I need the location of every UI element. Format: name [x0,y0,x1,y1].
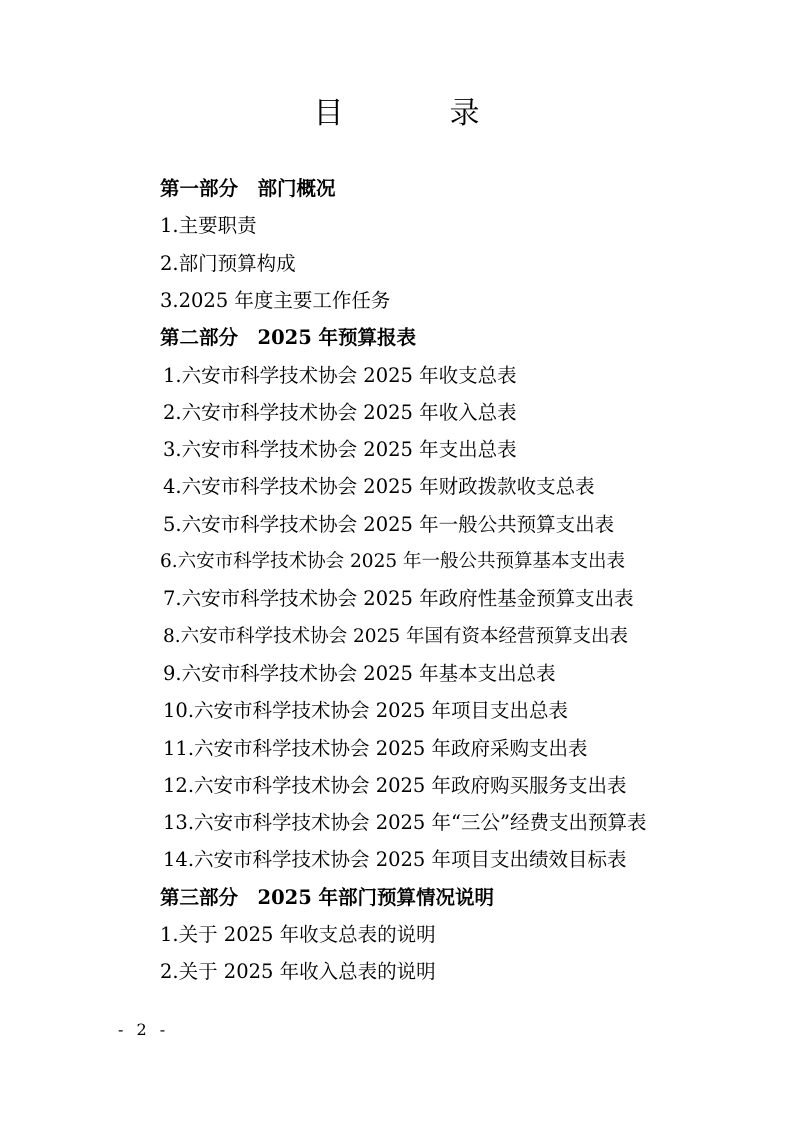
toc-item: 2.部门预算构成 [160,252,296,275]
toc-item: 1.六安市科学技术协会 2025 年收支总表 [163,364,517,387]
toc-section-part-2: 第二部分 2025 年预算报表 [160,326,417,349]
toc-item: 9.六安市科学技术协会 2025 年基本支出总表 [163,662,556,685]
page-number: - 2 - [118,1020,170,1039]
toc-item: 5.六安市科学技术协会 2025 年一般公共预算支出表 [163,513,615,536]
toc-item: 4.六安市科学技术协会 2025 年财政拨款收支总表 [163,475,595,498]
toc-item: 3.2025 年度主要工作任务 [160,289,391,312]
toc-item: 8.六安市科学技术协会 2025 年国有资本经营预算支出表 [163,626,628,647]
toc-item: 10.六安市科学技术协会 2025 年项目支出总表 [163,699,569,722]
page-title: 目 录 [313,96,518,131]
toc-item: 1.关于 2025 年收支总表的说明 [160,923,436,946]
toc-item: 11.六安市科学技术协会 2025 年政府采购支出表 [163,737,588,760]
toc-item: 7.六安市科学技术协会 2025 年政府性基金预算支出表 [163,587,634,610]
toc-section-part-1: 第一部分 部门概况 [160,177,336,200]
toc-item: 6.六安市科学技术协会 2025 年一般公共预算基本支出表 [160,551,625,572]
toc-item: 2.六安市科学技术协会 2025 年收入总表 [163,401,517,424]
toc-item: 2.关于 2025 年收入总表的说明 [160,960,436,983]
toc-item: 13.六安市科学技术协会 2025 年“三公”经费支出预算表 [163,811,647,834]
toc-item: 1.主要职责 [160,214,257,237]
toc-item: 12.六安市科学技术协会 2025 年政府购买服务支出表 [163,774,627,797]
toc-item: 14.六安市科学技术协会 2025 年项目支出绩效目标表 [163,848,627,871]
toc-section-part-3: 第三部分 2025 年部门预算情况说明 [160,886,495,909]
toc-item: 3.六安市科学技术协会 2025 年支出总表 [163,438,517,461]
